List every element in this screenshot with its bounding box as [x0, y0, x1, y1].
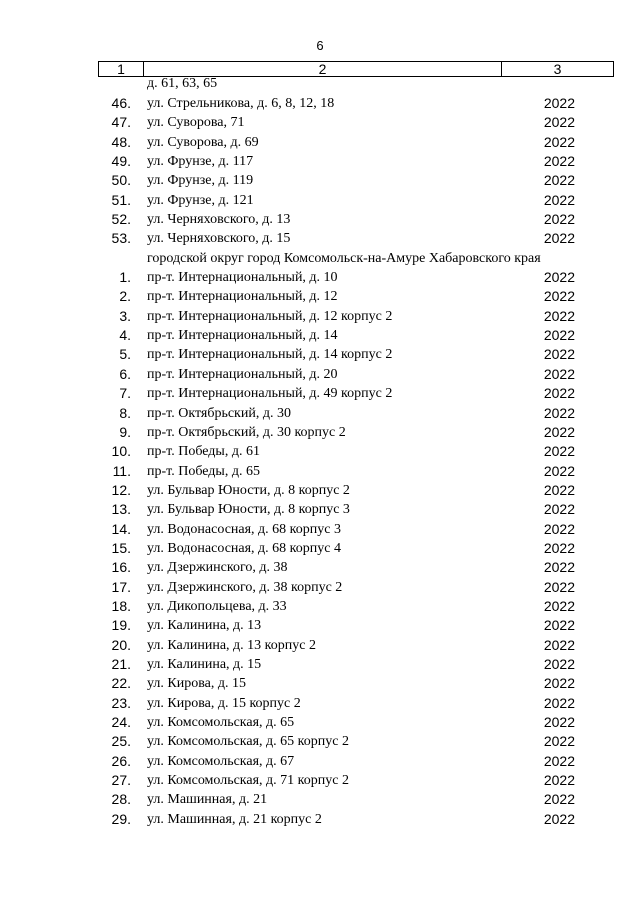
row-number: 7.	[119, 385, 131, 402]
row-address: ул. Машинная, д. 21	[147, 792, 268, 808]
row-address: ул. Дзержинского, д. 38 корпус 2	[147, 579, 343, 595]
table-row	[0, 287, 640, 306]
row-number: 21.	[111, 655, 131, 672]
table-row	[0, 423, 640, 442]
row-year: 2022	[543, 404, 575, 421]
row-address: пр-т. Победы, д. 65	[147, 463, 260, 479]
row-year: 2022	[543, 191, 575, 208]
table-row	[0, 790, 640, 809]
row-address: ул. Комсомольская, д. 67	[147, 753, 295, 769]
table-row	[0, 229, 640, 248]
row-address: ул. Фрунзе, д. 117	[147, 154, 254, 170]
row-year: 2022	[543, 443, 575, 460]
table-row	[0, 578, 640, 597]
table-row	[0, 442, 640, 461]
row-number: 4.	[119, 327, 131, 344]
row-number: 24.	[111, 714, 131, 730]
row-number: 51.	[111, 191, 131, 208]
row-address: ул. Калинина, д. 15	[147, 656, 262, 672]
row-year: 2022	[543, 578, 575, 595]
table-row	[0, 539, 640, 558]
row-number: 48.	[111, 133, 131, 150]
row-number: 29.	[111, 810, 131, 827]
row-number: 17.	[111, 578, 131, 595]
row-address: ул. Машинная, д. 21 корпус 2	[147, 811, 322, 827]
table-row	[0, 694, 640, 713]
row-address: пр-т. Интернациональный, д. 20	[147, 366, 338, 382]
row-address: ул. Суворова, д. 69	[147, 134, 259, 150]
row-year: 2022	[543, 346, 575, 363]
row-year: 2022	[543, 462, 575, 479]
row-number: 19.	[111, 617, 131, 634]
table-row	[0, 191, 640, 210]
table-row	[0, 210, 640, 229]
row-address: пр-т. Интернациональный, д. 14 корпус 2	[147, 347, 393, 363]
row-year: 2022	[543, 791, 575, 808]
row-address: ул. Водонасосная, д. 68 корпус 3	[147, 521, 341, 537]
row-address: ул. Кирова, д. 15	[147, 676, 246, 692]
row-address: ул. Бульвар Юности, д. 8 корпус 3	[147, 502, 350, 518]
row-year: 2022	[543, 423, 575, 440]
table-row	[0, 94, 640, 113]
table-row	[0, 771, 640, 790]
row-number: 8.	[119, 404, 131, 421]
row-number: 10.	[111, 443, 131, 460]
row-year: 2022	[543, 288, 575, 305]
row-address: пр-т. Интернациональный, д. 12 корпус 2	[147, 308, 393, 324]
row-number: 52.	[111, 211, 131, 228]
row-year: 2022	[543, 810, 575, 827]
row-address: ул. Комсомольская, д. 65	[147, 715, 295, 730]
row-address: пр-т. Интернациональный, д. 14	[147, 328, 338, 344]
row-year: 2022	[543, 365, 575, 382]
table-row	[0, 713, 640, 732]
table-row	[0, 810, 640, 829]
row-address: ул. Фрунзе, д. 119	[147, 173, 254, 189]
table-row	[0, 636, 640, 655]
row-address: пр-т. Интернациональный, д. 10	[147, 270, 338, 286]
row-year: 2022	[543, 133, 575, 150]
row-address: ул. Дикопольцева, д. 33	[147, 598, 287, 614]
table-row	[0, 345, 640, 364]
row-number: 3.	[119, 307, 131, 324]
row-number: 5.	[119, 346, 131, 363]
table-row	[0, 171, 640, 190]
row-address: ул. Водонасосная, д. 68 корпус 4	[147, 540, 341, 556]
row-year: 2022	[543, 694, 575, 711]
row-year: 2022	[543, 597, 575, 614]
table-row	[0, 597, 640, 616]
table-row	[0, 326, 640, 345]
header-col-1: 1	[99, 62, 144, 76]
table-row	[0, 384, 640, 403]
table-row	[0, 674, 640, 693]
row-number: 46.	[111, 95, 131, 111]
row-year: 2022	[543, 539, 575, 556]
row-number: 27.	[111, 772, 131, 789]
table-row	[0, 520, 640, 539]
header-col-2: 2	[144, 62, 502, 76]
row-address: ул. Фрунзе, д. 121	[147, 192, 254, 208]
row-address: ул. Калинина, д. 13	[147, 618, 262, 634]
row-year: 2022	[543, 501, 575, 518]
table-row	[0, 655, 640, 674]
row-address: ул. Суворова, 71	[147, 115, 245, 131]
table-row	[0, 558, 640, 577]
row-year: 2022	[543, 481, 575, 498]
row-number: 16.	[111, 559, 131, 576]
row-year: 2022	[543, 269, 575, 286]
row-year: 2022	[543, 636, 575, 653]
row-address: пр-т. Интернациональный, д. 49 корпус 2	[147, 386, 393, 402]
table-row	[0, 307, 640, 326]
table-row	[0, 152, 640, 171]
row-year: 2022	[543, 617, 575, 634]
row-year: 2022	[543, 211, 575, 228]
row-address: пр-т. Октябрьский, д. 30 корпус 2	[147, 424, 346, 440]
row-address: ул. Калинина, д. 13 корпус 2	[147, 637, 316, 653]
row-number: 18.	[111, 597, 131, 614]
row-number: 23.	[111, 694, 131, 711]
row-number: 28.	[111, 791, 131, 808]
row-year: 2022	[543, 153, 575, 170]
row-number: 53.	[111, 230, 131, 247]
row-number: 9.	[119, 423, 131, 440]
table-body	[0, 94, 640, 829]
row-address: ул. Комсомольская, д. 71 корпус 2	[147, 773, 349, 789]
row-year: 2022	[543, 230, 575, 247]
row-address: ул. Кирова, д. 15 корпус 2	[147, 695, 301, 711]
row-year: 2022	[543, 307, 575, 324]
table-row	[0, 752, 640, 771]
table-row	[0, 462, 640, 481]
row-number: 20.	[111, 636, 131, 653]
row-number: 47.	[111, 114, 131, 131]
table-row	[0, 113, 640, 132]
row-year: 2022	[543, 675, 575, 692]
row-year: 2022	[543, 327, 575, 344]
row-year: 2022	[543, 559, 575, 576]
row-address: ул. Черняховского, д. 13	[147, 212, 291, 228]
page-number: 6	[316, 38, 324, 53]
row-address: ул. Бульвар Юности, д. 8 корпус 2	[147, 482, 350, 498]
row-number: 13.	[111, 501, 131, 518]
row-number: 6.	[119, 365, 131, 382]
row-year: 2022	[543, 385, 575, 402]
row-number: 14.	[111, 520, 131, 537]
row-year: 2022	[543, 772, 575, 789]
row-number: 22.	[111, 675, 131, 692]
row-number: 15.	[111, 539, 131, 556]
row-number: 12.	[111, 481, 131, 498]
row-number: 2.	[119, 288, 131, 305]
header-col-3: 3	[553, 61, 562, 77]
table-row	[0, 500, 640, 519]
row-address: ул. Комсомольская, д. 65 корпус 2	[147, 734, 349, 750]
table-row	[0, 133, 640, 152]
row-year: 2022	[543, 520, 575, 537]
row-address: пр-т. Октябрьский, д. 30	[147, 405, 291, 421]
row-number: 49.	[111, 153, 131, 170]
row-number: 25.	[111, 733, 131, 750]
table-row	[0, 481, 640, 500]
table-row	[0, 404, 640, 423]
row-year: 2022	[543, 95, 575, 111]
row-number: 50.	[111, 172, 131, 189]
table-row	[0, 268, 640, 287]
continuation-text: д. 61, 63, 65	[147, 76, 218, 91]
table-row	[0, 365, 640, 384]
row-address: ул. Стрельникова, д. 6, 8, 12, 18	[147, 96, 335, 111]
section-heading	[0, 249, 640, 268]
row-year: 2022	[543, 752, 575, 769]
row-number: 11.	[112, 462, 131, 479]
row-number: 26.	[111, 752, 131, 769]
row-address: ул. Дзержинского, д. 38	[147, 560, 288, 576]
table-row	[0, 732, 640, 751]
table-row	[0, 616, 640, 635]
table-header	[98, 61, 614, 77]
row-address: пр-т. Победы, д. 61	[147, 444, 260, 460]
row-year: 2022	[543, 172, 575, 189]
section-title: городской округ город Комсомольск-на-Амуре Хабаровского края	[147, 250, 541, 266]
row-year: 2022	[543, 114, 575, 131]
row-address: пр-т. Интернациональный, д. 12	[147, 289, 338, 305]
row-year: 2022	[543, 714, 575, 730]
row-number: 1.	[119, 269, 131, 286]
row-year: 2022	[543, 655, 575, 672]
row-year: 2022	[543, 733, 575, 750]
row-address: ул. Черняховского, д. 15	[147, 231, 291, 247]
